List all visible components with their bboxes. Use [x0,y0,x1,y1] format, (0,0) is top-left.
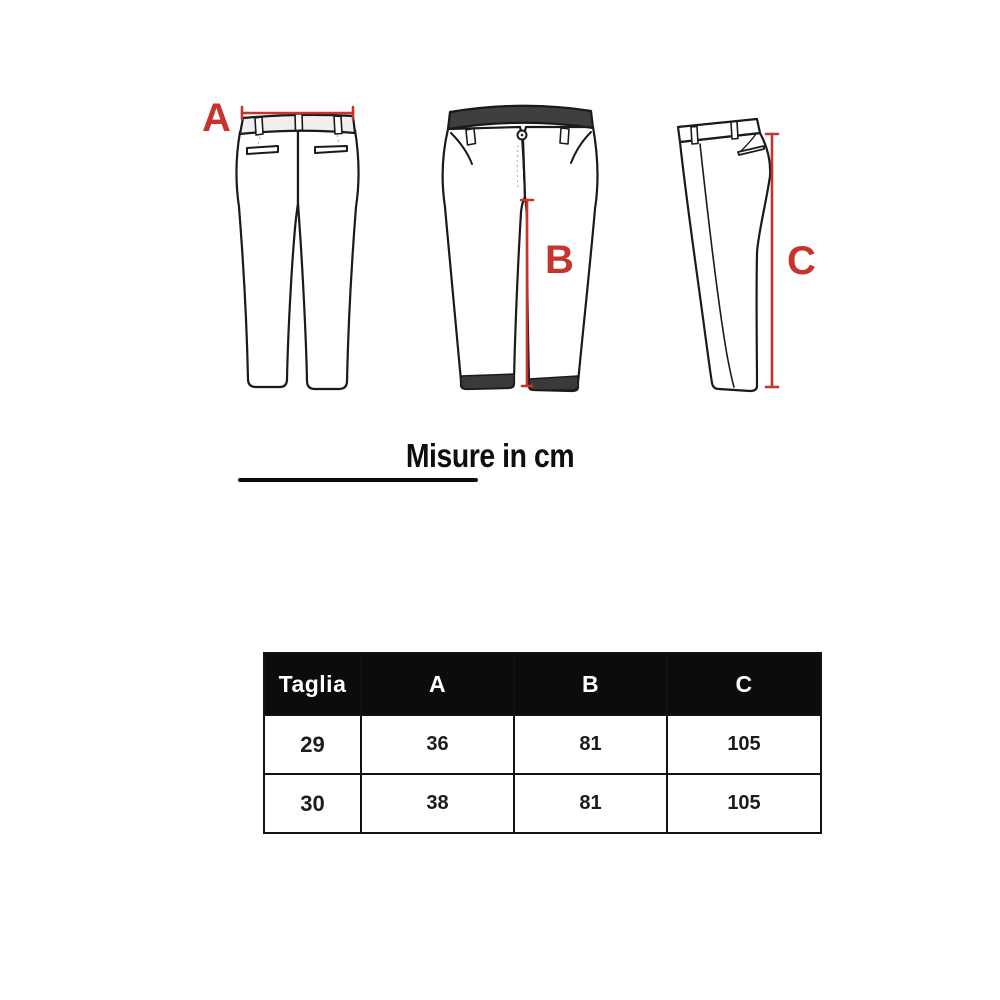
back-pocket-left [247,146,278,154]
size-table-header-row [264,653,821,715]
back-left-leg [236,129,298,387]
table-row [264,774,821,833]
pants-front-view [430,93,620,405]
table-row [264,715,821,774]
side-body [680,133,770,391]
belt-loop [255,117,263,135]
belt-loop [731,122,738,140]
front-left-leg [443,127,525,389]
waist-button-dot [521,134,524,137]
measure-label-a: A [202,96,231,140]
cell-29-b: 81 [514,715,667,774]
front-hem-left [461,374,514,389]
belt-loop [295,114,303,131]
measure-label-c: C [787,239,816,283]
belt-loop [334,116,342,134]
back-right-leg [298,129,359,389]
belt-loop [466,129,476,146]
belt-loop [691,127,698,145]
cell-size-29: 29 [264,715,361,774]
header-b: B [514,653,667,715]
cell-29-c: 105 [667,715,821,774]
title-underline [238,478,478,482]
header-taglia: Taglia [264,653,361,715]
header-a: A [361,653,514,715]
cell-29-a: 36 [361,715,514,774]
front-waistband [448,106,593,129]
cell-30-c: 105 [667,774,821,833]
cell-size-30: 30 [264,774,361,833]
size-table [263,652,822,834]
belt-loop [560,128,569,144]
measure-label-b: B [545,238,574,282]
cell-30-a: 38 [361,774,514,833]
diagram-title: Misure in cm [405,437,575,474]
back-pocket-right [315,146,347,153]
cell-30-b: 81 [514,774,667,833]
front-hem-right [529,376,578,390]
header-c: C [667,653,821,715]
